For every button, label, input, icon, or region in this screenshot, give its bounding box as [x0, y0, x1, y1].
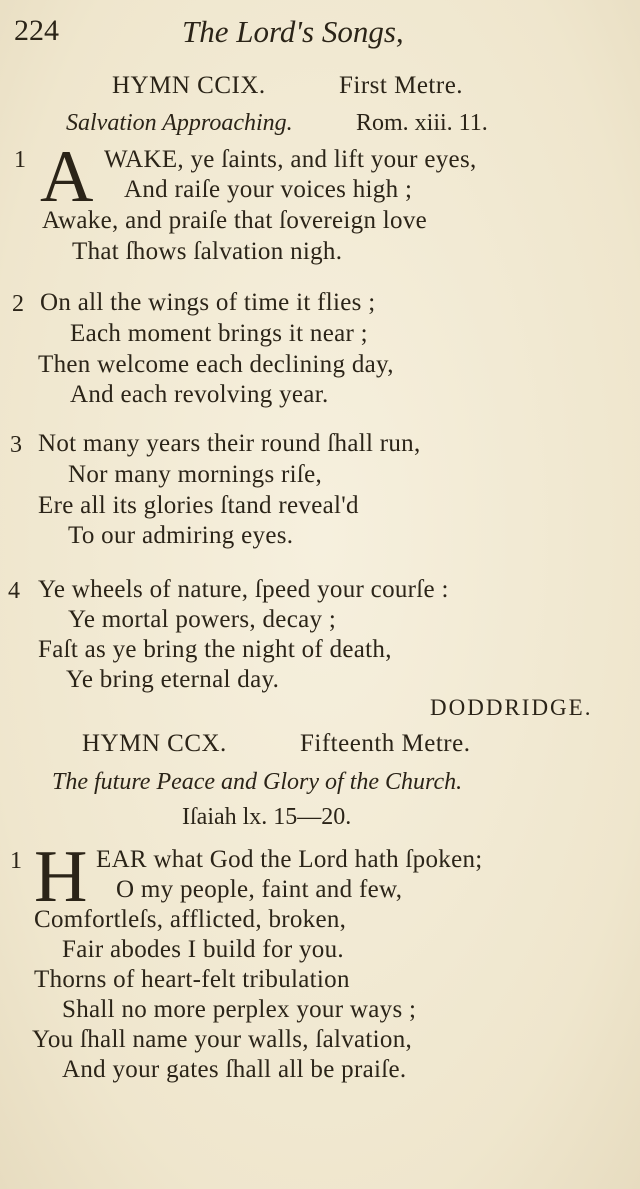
drop-cap: H: [34, 836, 88, 918]
scripture-reference: Iſaiah lx. 15—20.: [182, 804, 352, 830]
verse-line: Comfortleſs, afflicted, broken,: [34, 906, 347, 933]
verse-line: And your gates ſhall all be praiſe.: [62, 1056, 407, 1083]
verse-line: WAKE, ye ſaints, and lift your eyes,: [104, 146, 477, 173]
verse-line: And raiſe your voices high ;: [124, 176, 413, 203]
verse-line: Thorns of heart-felt tribulation: [34, 966, 350, 993]
hymn-metre: Fifteenth Metre.: [300, 730, 471, 757]
verse-line: Not many years their round ſhall run,: [38, 430, 421, 457]
verse-line: Nor many mornings riſe,: [68, 461, 323, 488]
verse-line: Ye wheels of nature, ſpeed your courſe :: [38, 576, 449, 603]
verse-line: Faſt as ye bring the night of death,: [38, 636, 392, 663]
verse-line: Ye bring eternal day.: [66, 666, 280, 693]
verse-line: Ye mortal powers, decay ;: [68, 606, 337, 633]
hymn-subtitle: Salvation Approaching.: [66, 110, 293, 136]
hymn-heading: HYMN CCIX.: [112, 72, 266, 99]
verse-line: Fair abodes I build for you.: [62, 936, 344, 963]
hymn-heading: HYMN CCX.: [82, 730, 227, 757]
scripture-reference: Rom. xiii. 11.: [356, 110, 488, 136]
verse-number: 4: [8, 578, 20, 604]
verse-line: O my people, faint and few,: [116, 876, 403, 903]
drop-cap: A: [40, 136, 94, 218]
verse-number: 1: [10, 848, 22, 874]
verse-line: You ſhall name your walls, ſalvation,: [32, 1026, 413, 1053]
hymn-author: DODDRIDGE.: [430, 695, 593, 720]
hymn-subtitle: The future Peace and Glory of the Church.: [52, 769, 463, 795]
verse-line: On all the wings of time it flies ;: [40, 289, 376, 316]
verse-line: To our admiring eyes.: [68, 522, 294, 549]
hymn-metre: First Metre.: [339, 72, 464, 99]
verse-line: EAR what God the Lord hath ſpoken;: [96, 846, 483, 873]
verse-line: Awake, and praiſe that ſovereign love: [42, 207, 428, 234]
verse-line: Each moment brings it near ;: [70, 320, 368, 347]
verse-line: That ſhows ſalvation nigh.: [72, 238, 343, 265]
verse-number: 1: [14, 147, 26, 173]
verse-number: 2: [12, 291, 24, 317]
page-number: 224: [14, 14, 59, 47]
verse-line: Then welcome each declining day,: [38, 351, 394, 378]
verse-line: Shall no more perplex your ways ;: [62, 996, 417, 1023]
running-title: The Lord's Songs,: [182, 14, 404, 49]
verse-line: Ere all its glories ſtand reveal'd: [38, 492, 359, 519]
verse-line: And each revolving year.: [70, 381, 329, 408]
verse-number: 3: [10, 432, 22, 458]
